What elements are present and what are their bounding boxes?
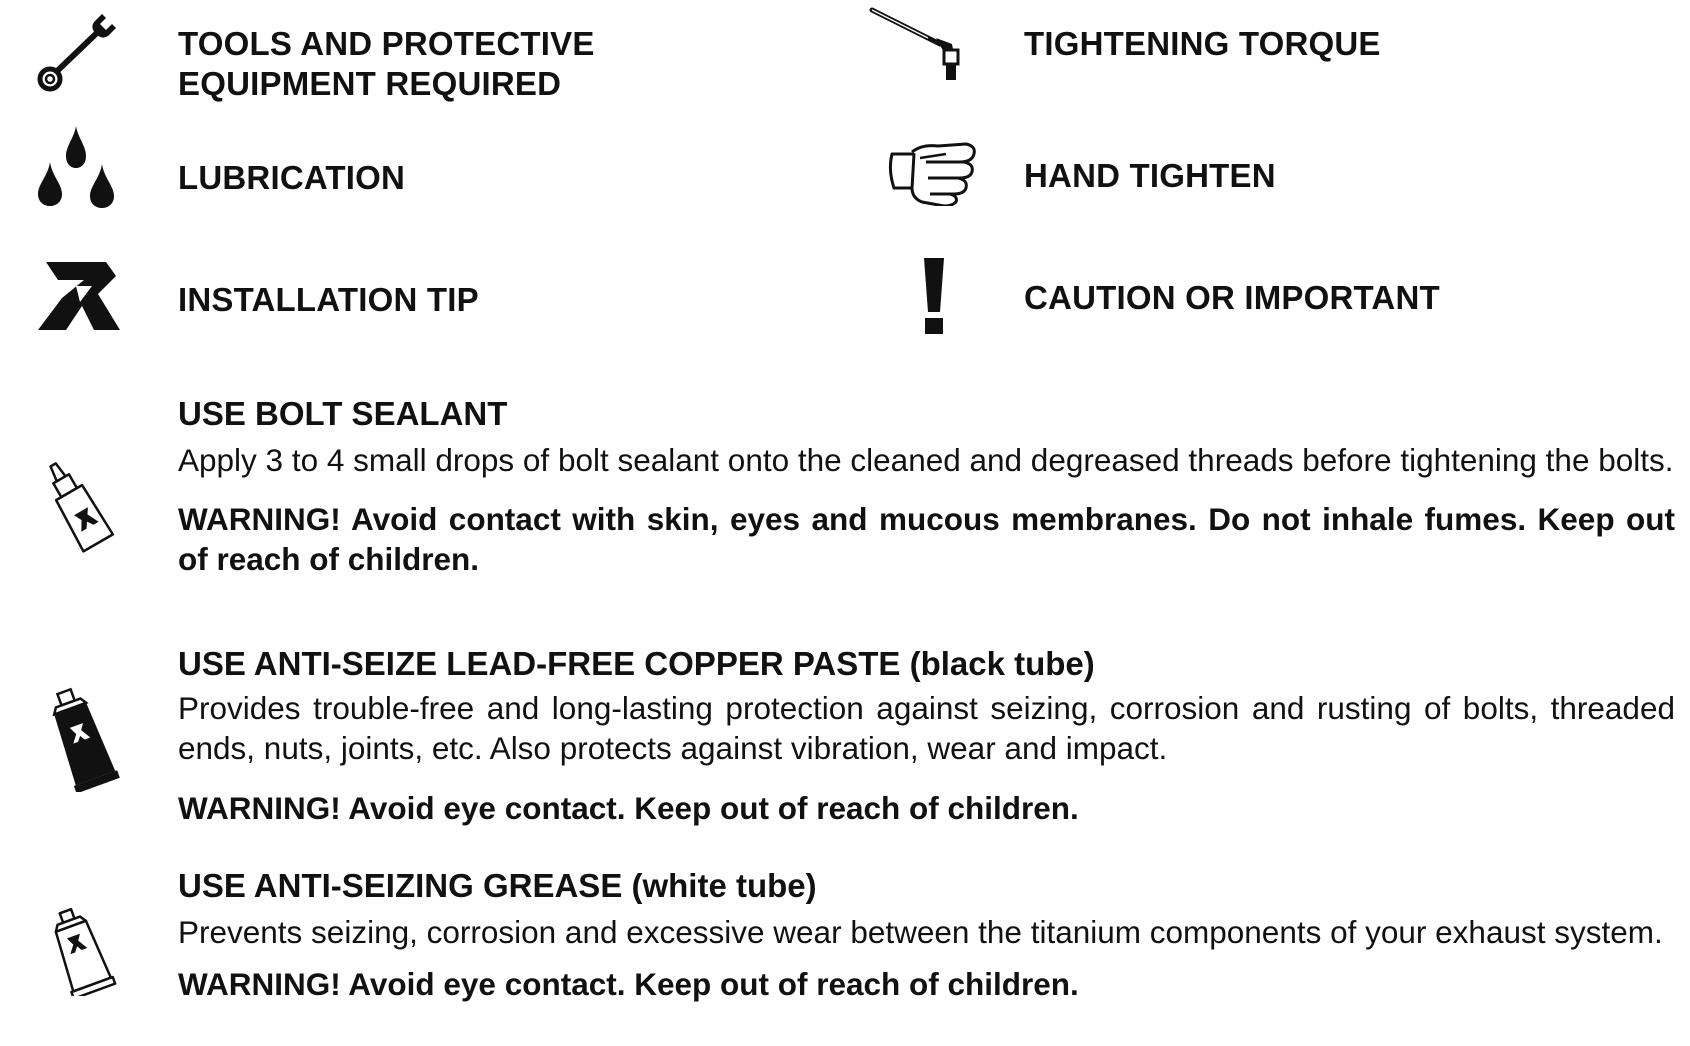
bolt-sealant-section [178, 394, 1675, 579]
sealant-bottle-icon [36, 456, 120, 556]
tools-legend-label [178, 24, 595, 104]
bolt-sealant-title: USE BOLT SEALANT [178, 395, 508, 432]
oil-drops-icon [36, 124, 120, 208]
hand-fist-icon [886, 140, 978, 206]
copper-paste-description: Provides trouble-free and long-lasting protection against seizing, corrosion and rusting of bolts, threaded ends, nuts, joints, etc. Also protects against vibration, wear and impact. [178, 690, 1675, 766]
grease-section [178, 866, 1675, 1004]
bolt-sealant-description: Apply 3 to 4 small drops of bolt sealant onto the cleaned and degreased threads before tightening the bolts. [178, 442, 1674, 478]
black-tube-icon [44, 684, 122, 792]
torque-legend-label: TIGHTENING TORQUE [1024, 25, 1381, 62]
installation-tip-legend-label: INSTALLATION TIP [178, 281, 479, 318]
grease-title: USE ANTI-SEIZING GREASE (white tube) [178, 867, 817, 904]
white-tube-icon [44, 906, 120, 996]
grease-description: Prevents seizing, corrosion and excessive wear between the titanium components of your exhaust system. [178, 914, 1663, 950]
copper-paste-title: USE ANTI-SEIZE LEAD-FREE COPPER PASTE (black tube) [178, 645, 1095, 682]
exclamation-icon [916, 256, 952, 336]
wrench-icon [36, 12, 118, 94]
hand-tighten-legend-label: HAND TIGHTEN [1024, 157, 1276, 194]
torque-wrench-icon [868, 4, 972, 84]
copper-paste-section [178, 644, 1675, 828]
bolt-sealant-warning: WARNING! Avoid contact with skin, eyes and mucous membranes. Do not inhale fumes. Keep out of reach of children. [178, 501, 1675, 577]
copper-paste-warning: WARNING! Avoid eye contact. Keep out of reach of children. [178, 790, 1079, 826]
tools-legend-line-1: TOOLS AND PROTECTIVE [178, 25, 595, 62]
tools-legend-line-2: EQUIPMENT REQUIRED [178, 65, 562, 102]
lubrication-legend-label: LUBRICATION [178, 159, 406, 196]
grease-warning: WARNING! Avoid eye contact. Keep out of reach of children. [178, 966, 1079, 1002]
caution-legend-label: CAUTION OR IMPORTANT [1024, 279, 1440, 316]
brand-logo-icon [36, 256, 122, 332]
